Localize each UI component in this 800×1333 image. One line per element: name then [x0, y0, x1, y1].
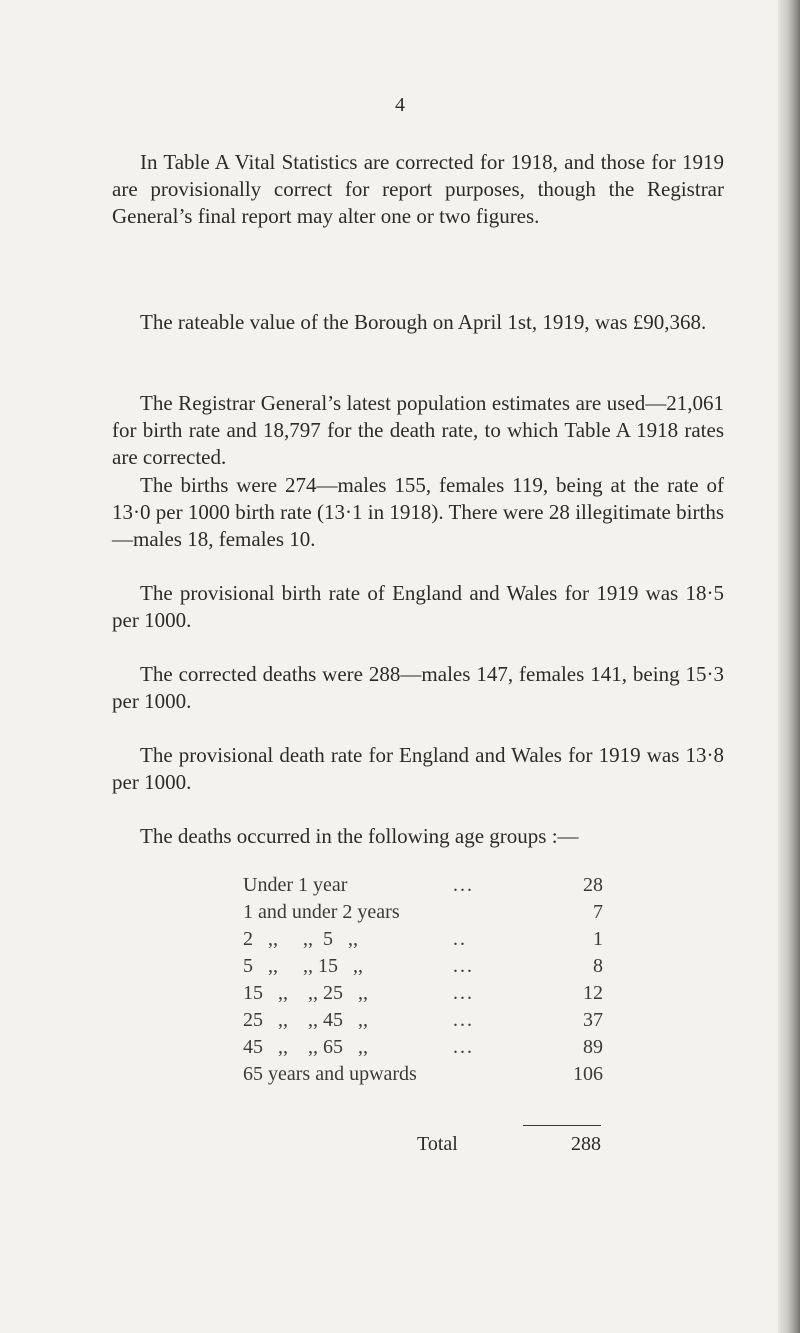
- age-deaths: 8: [593, 955, 603, 977]
- paragraph-provisional-death-rate: The provisional death rate for England and Wales for 1919 was 13·8 per 1000.: [112, 743, 724, 794]
- age-row: [243, 955, 603, 982]
- age-row: [243, 874, 603, 901]
- age-label: 65 years and upwards: [243, 1063, 417, 1085]
- age-label: 1 and under 2 years: [243, 901, 400, 923]
- age-deaths: 37: [583, 1009, 603, 1031]
- leader-dots: ...: [453, 1009, 474, 1031]
- leader-dots: ...: [453, 1036, 474, 1058]
- total-label: Total: [417, 1133, 458, 1155]
- paragraph-age-groups-intro: The deaths occurred in the following age groups :—: [140, 824, 579, 848]
- age-deaths: 106: [573, 1063, 603, 1085]
- age-row: [243, 982, 603, 1009]
- age-deaths: 89: [583, 1036, 603, 1058]
- paragraph-provisional-birth-rate: The provisional birth rate of England and Wales for 1919 was 18·5 per 1000.: [112, 581, 724, 632]
- age-deaths: 12: [583, 982, 603, 1004]
- paragraph-population-estimates: The Registrar General’s latest population estimates are used—21,061 for birth rate and 18,797 for the death rate, to which Table A 1918 rates are corrected.: [112, 391, 724, 469]
- age-deaths: 28: [583, 874, 603, 896]
- leader-dots: ..: [453, 928, 467, 950]
- paragraph-rateable-value: The rateable value of the Borough on April 1st, 1919, was £90,368.: [140, 310, 707, 334]
- age-label: 2 ,, ,, 5 ,,: [243, 928, 358, 950]
- page-number: 4: [395, 94, 405, 116]
- age-row: [243, 928, 603, 955]
- leader-dots: ...: [453, 955, 474, 977]
- leader-dots: ...: [453, 982, 474, 1004]
- age-row: [243, 1036, 603, 1063]
- paragraph-births: The births were 274—males 155, females 119, being at the rate of 13·0 per 1000 birth rate (13·1 in 1918). There were 28 illegitimate births—males 18, females 10.: [112, 473, 724, 551]
- age-label: 5 ,, ,, 15 ,,: [243, 955, 363, 977]
- leader-dots: ...: [453, 874, 474, 896]
- age-row: [243, 1063, 603, 1090]
- age-row: [243, 1009, 603, 1036]
- age-deaths: 7: [593, 901, 603, 923]
- age-label: 25 ,, ,, 45 ,,: [243, 1009, 368, 1031]
- age-label: 45 ,, ,, 65 ,,: [243, 1036, 368, 1058]
- total-value: 288: [571, 1133, 601, 1155]
- age-row: [243, 901, 603, 928]
- paragraph-corrected-deaths: The corrected deaths were 288—males 147, females 141, being 15·3 per 1000.: [112, 662, 724, 713]
- age-groups-table: [243, 874, 603, 1090]
- age-deaths: 1: [593, 928, 603, 950]
- age-label: Under 1 year: [243, 874, 348, 896]
- total-rule: [523, 1125, 601, 1126]
- age-label: 15 ,, ,, 25 ,,: [243, 982, 368, 1004]
- paragraph-vital-statistics: In Table A Vital Statistics are corrected for 1918, and those for 1919 are provisionally correct for report purposes, though the Registrar General’s final report may alter one or two figures.: [112, 150, 724, 228]
- page-edge-shadow: [778, 0, 800, 1333]
